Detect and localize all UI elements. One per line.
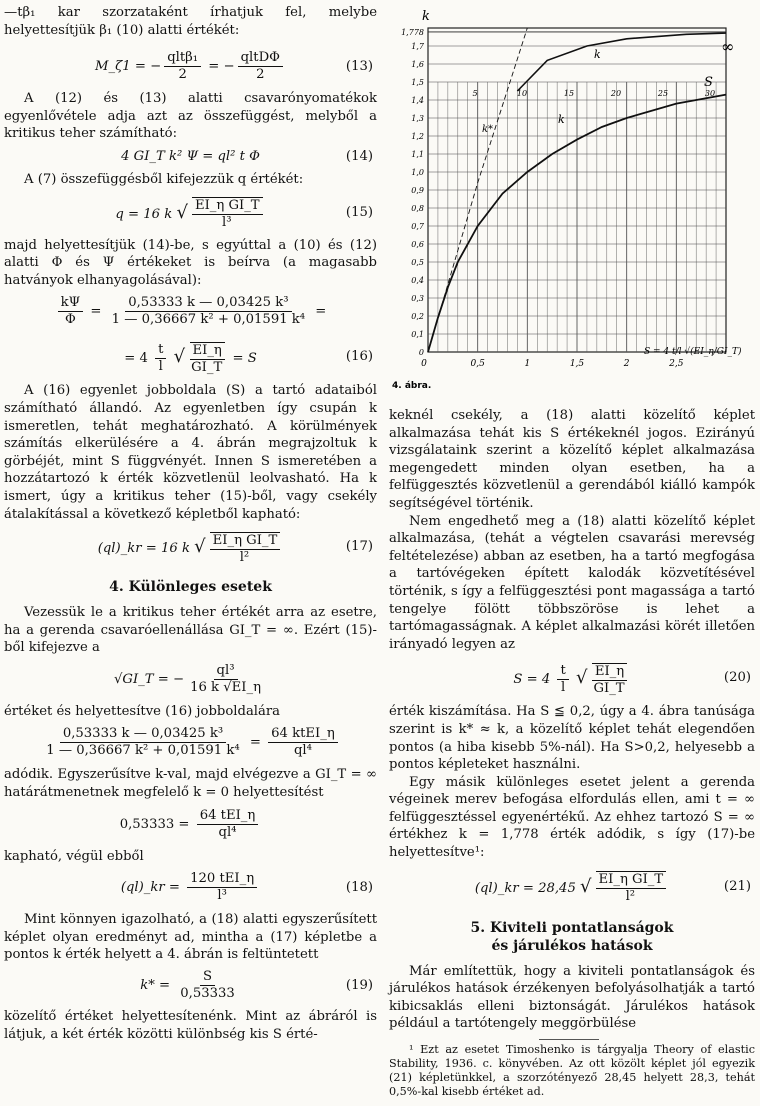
- equation-number: (13): [345, 59, 373, 75]
- left-column: [4, 4, 377, 1043]
- equation-14: 4 GI_T k² Ψ = ql² t Φ (14): [4, 146, 377, 168]
- paragraph: majd helyettesítjük (14)-be, s egyúttal a (10) és (12) alatti Φ és Ψ értékeket is beírva (a magasabb hatványok elhanyagolásával):: [4, 237, 377, 288]
- footnote-divider: [539, 1039, 599, 1040]
- equation-number: (15): [345, 204, 373, 220]
- y-tick-label: 1,7: [411, 42, 424, 51]
- x-tick-label: 1,5: [569, 359, 585, 369]
- equation-number: (17): [345, 539, 373, 555]
- paragraph: Egy másik különleges esetet jelent a gerenda végeinek merev befogása elfordulás ellen, ami t = ∞ felfüggesztéssel egyenértékű. Az ehhez tartozó S = ∞ értékhez k = 1,778 érték adódik, s így (17)-be helyettesítve¹:: [389, 774, 755, 861]
- x-tick-label: 2: [623, 359, 630, 369]
- y-tick-label: 1,4: [411, 96, 424, 105]
- y-tick-label: 1,1: [411, 150, 424, 159]
- top-scale-tick: 10: [516, 89, 528, 98]
- curve-kstar-label: k*: [482, 124, 494, 135]
- y-tick-label: 1,2: [411, 132, 424, 141]
- paragraph: A (16) egyenlet jobboldala (S) a tartó adataiból számítható állandó. Az egyenletben így csupán k ismeretlen, tehát meghatározható. A körülmények számítás elkerülésére a 4. ábrán megrajzoltuk k görbéjét, mint S függvényét. Innen S ismeretében a hozzátartozó k érték közvetlenül leolvasható. Ha k ismert, úgy a kritikus teher (15)-ből, vagy csekély átalakítással a következő képletből kapható:: [4, 383, 377, 522]
- equation-git: √GI_T = − $\frac{\text{ql³}}{16 k √EI\_\eta}$: [114, 662, 261, 695]
- k-curve-chart: [386, 0, 760, 405]
- equation-20: S = 4 $\frac{t}{l}$ √ $\frac{EI\_\eta}{GI\_T}$ (20): [389, 656, 755, 700]
- chart-labels: [401, 28, 715, 369]
- y-tick-label: 0,2: [411, 312, 424, 321]
- equation-number: (20): [723, 670, 751, 686]
- top-scale-tick: 15: [563, 89, 575, 98]
- upper-curve-line: [517, 33, 726, 91]
- equation-15: q = 16 k √ $\frac{\text{EI\_η GI\_T}}{\text{l³}}$ (15): [4, 192, 377, 234]
- y-tick-label: 0,9: [411, 186, 424, 195]
- equation-21: (ql)_kr = 28,45 √ $\frac{\text{EI\_η GI\_T}}{\text{l²}}$ (21): [389, 865, 755, 909]
- figure-caption: 4. ábra.: [392, 381, 432, 391]
- paragraph: Vezessük le a kritikus teher értékét arra az esetre, ha a gerenda csavaróellenállása GI_T = ∞. Ezért (15)-ből kifejezve a: [4, 605, 377, 656]
- paragraph: A (12) és (13) alatti csavarónyomatékok egyenlővétele adja azt az összefüggést, melyből a kritikus teher számítható:: [4, 91, 377, 142]
- infinity-label: ∞: [721, 37, 735, 56]
- y-tick-label: 1,6: [411, 60, 424, 69]
- y-tick-label: 0,4: [411, 276, 424, 285]
- section-heading: 4. Különleges esetek: [109, 579, 272, 596]
- y-tick-label: 1,3: [411, 114, 424, 123]
- x-tick-label-zero: 0: [421, 359, 427, 369]
- eq-lhs: M_ζ1 =: [95, 59, 146, 75]
- paragraph: keknél csekély, a (18) alatti közelítő képlet alkalmazása tehát kis S értékeknél jogos. Ezirányú vizsgálataink szerint a közelítő képlet alkalmazása megengedett minden olyan esetben, ha a felfüggesztés közvetlenül a gerendából kiálló kampók segítségével történik.: [389, 408, 755, 511]
- paragraph: adódik. Egyszerűsítve k-val, majd elvégezve a GI_T = ∞ határátmenetnek megfelelő k = 0 helyettesítést: [4, 767, 377, 801]
- equation-number: (19): [345, 978, 373, 994]
- y-tick-label: 1,0: [411, 168, 424, 177]
- equation-number: (21): [723, 878, 751, 894]
- y-axis-label: k: [422, 9, 430, 24]
- x-axis-formula: S = 4 t/l √(EI_η/GI_T): [644, 347, 742, 357]
- paragraph: A (7) összefüggésből kifejezzük q értékét:: [24, 171, 304, 187]
- paragraph: értéket és helyettesítve (16) jobboldalára: [4, 703, 281, 719]
- chart-grid: [428, 28, 726, 352]
- equation-19: k* = $\frac{S}{0,53333}$ (19): [4, 967, 377, 1005]
- y-tick-label: 0,3: [411, 294, 424, 303]
- curve-k-label: k: [558, 113, 565, 126]
- paragraph: Mint könnyen igazolható, a (18) alatti egyszerűsített képlet olyan eredményt ad, mintha a (17) képletbe a pontos k érték helyett a 4. ábrán is feltüntetett: [4, 912, 377, 963]
- y-tick-label: 1,5: [411, 78, 424, 87]
- fraction: $\frac{\text{qltDΦ}}{2}$: [238, 50, 283, 83]
- equation-18: (ql)_kr = $\frac{\text{120 tEI\_η}}{\text{l³}}$ (18): [4, 868, 377, 908]
- equation-number: (14): [345, 148, 373, 164]
- x-tick-label: 1: [524, 359, 531, 369]
- equation-17: (ql)_kr = 16 k √ $\frac{\text{EI\_η GI\_T}}{\text{l²}}$ (17): [4, 526, 377, 568]
- paragraph: —tβ₁ kar szorzataként írhatjuk fel, melybe helyettesítjük β₁ (10) alatti értékét:: [4, 5, 377, 38]
- section-heading: 5. Kiviteli pontatlanságok: [470, 919, 674, 936]
- top-scale-tick: 5: [472, 89, 478, 98]
- paragraph: érték kiszámítása. Ha S ≦ 0,2, úgy a 4. ábra tanúsága szerint is k* ≈ k, a közelítő képlet tehát elegendően pontos (a hiba kisebb 5%-nál). Ha S>0,2, helyesebb a pontos képleteket használni.: [389, 704, 755, 773]
- figure-4: [386, 0, 760, 405]
- y-tick-label: 0,6: [411, 240, 424, 249]
- y-tick-label: 0,1: [411, 330, 424, 339]
- y-tick-label: 0: [418, 348, 424, 357]
- equation-13: M_ζ1 = − $\frac{\text{qltβ₁}}{2}$ = − $\frac{\text{qltDΦ}}{2}$ (13): [4, 47, 377, 87]
- equation-16a: $\frac{k\Psi}{\Phi}$ = $\frac{\text{0,53333 k — 0,03425 k³}}{\text{1 — 0,36667 k² + 0,01591 k⁴}}$ =: [4, 292, 377, 332]
- y-tick-label: 1,778: [401, 27, 424, 37]
- equation-number: (16): [345, 349, 373, 365]
- upper-curve-label: k: [594, 48, 601, 61]
- s-scale-label: S: [704, 75, 713, 90]
- paragraph: kapható, végül ebből: [4, 848, 144, 864]
- paragraph: Nem engedhető meg a (18) alatti közelítő képlet alkalmazása, (tehát a végtelen csavarási merevség feltételezése) abban az esetben, ha a tartó megfogása a tartóvégeken épített kalodák közvetítésével történik, s így a felfüggesztési pont magassága a tartó tengelye fölött többszöröse is lehet a tartómagasságnak. A képlet alkalmazási körét illetően irányadó legyen az: [389, 513, 755, 652]
- top-scale-tick: 30: [704, 89, 716, 98]
- paragraph: közelítő értéket helyettesítenénk. Mint az ábráról is látjuk, a két érték közötti különbség kis S érté-: [4, 1009, 377, 1042]
- paragraph: Már említettük, hogy a kiviteli pontatlanságok és járulékos hatások érzékenyen befolyásolhatják a tartó kibicsaklás elleni biztonságát. Járulékos hatások például a tartótengely meggörbülése: [389, 963, 755, 1032]
- equation-16b: = 4 $\frac{t}{l}$ √ $\frac{EI\_\eta}{GI\_T}$ = S (16): [4, 335, 377, 379]
- y-tick-label: 0,5: [411, 258, 424, 267]
- equation-k0: 0,53333 = $\frac{\text{64 tEI\_η}}{\text{ql⁴}}$: [4, 805, 377, 845]
- top-scale-tick: 20: [610, 89, 622, 98]
- equation-substituted: $\frac{\text{0,53333 k — 0,03425 k³}}{\text{1 — 0,36667 k² + 0,01591 k⁴}}$ = $\frac{\text{64 ktEI\_η}}{\text{ql⁴}}$: [4, 723, 377, 763]
- footnote: ¹ Ezt az esetet Timoshenko is tárgyalja Theory of elastic Stability, 1936. c. könyvében. Az ott közölt képlet jól egyezik (21) képletünkkel, a szorzótényező 28,45 helyett 28,3, tehát 0,5%-kal kisebb értéket ad.: [389, 1043, 755, 1099]
- y-tick-label: 0,7: [411, 222, 424, 231]
- x-tick-label: 2,5: [669, 359, 684, 369]
- x-tick-label: 0,5: [470, 359, 485, 369]
- fraction: $\frac{\text{qltβ₁}}{2}$: [164, 50, 201, 83]
- right-column: [389, 407, 755, 1099]
- top-scale-tick: 25: [657, 89, 669, 98]
- y-tick-label: 0,8: [411, 204, 424, 213]
- section-heading-continued: és járulékos hatások: [491, 937, 653, 954]
- equation-number: (18): [345, 880, 373, 896]
